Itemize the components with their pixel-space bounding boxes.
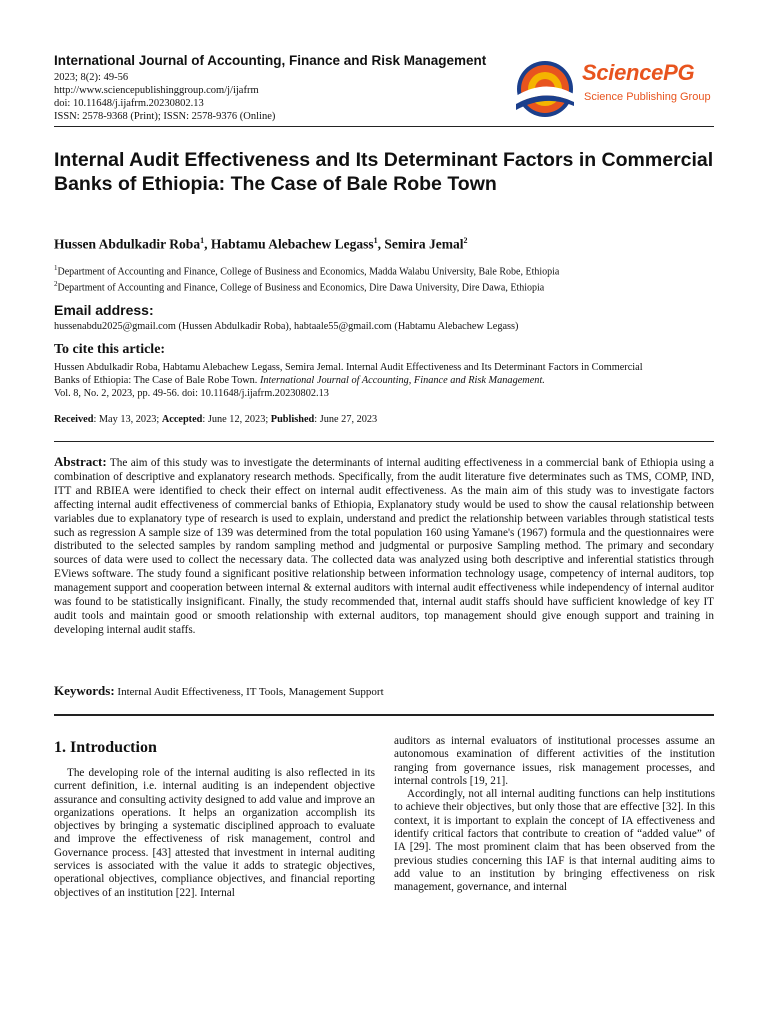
paragraph: auditors as internal evaluators of institutional processes assume an autonomous examination of different activities of the institution ranging from governance issues, risk management processes, and internal controls [19, 21].	[394, 735, 715, 787]
journal-url[interactable]: http://www.sciencepublishinggroup.com/j/ijafrm	[54, 85, 259, 96]
author-affiliation-mark: 2	[463, 236, 468, 245]
paragraph: Accordingly, not all internal auditing functions can help institutions to achieve their objectives, but only those that are effective [32]. In this context, it is important to explain the concept of IA effectiveness and identify critical factors that contribute to creation of “added value” of IA [29]. The most prominent claim that has been observed from the previous studies concerning this IAF is that internal auditing aims to add value to an institution by bringing effectiveness on risk management, governance, and internal	[394, 788, 715, 894]
email-heading: Email address:	[54, 302, 154, 318]
author-name: Habtamu Alebachew Legass	[210, 236, 374, 252]
left-column	[54, 767, 375, 900]
header-divider	[54, 126, 714, 127]
abstract-label: Abstract:	[54, 454, 107, 469]
keywords	[54, 683, 384, 699]
sciencepg-logo-mark-icon	[514, 58, 576, 120]
author-separator: ,	[377, 236, 385, 252]
sciencepg-logo[interactable]	[514, 58, 714, 120]
accepted-label: Accepted	[161, 414, 203, 425]
logo-subtitle: Science Publishing Group	[584, 91, 711, 103]
citation-journal: International Journal of Accounting, Finance and Risk Management.	[259, 375, 545, 387]
abstract-text: The aim of this study was to investigate the determinants of internal auditing effectiveness in a commercial bank of Ethiopia using a combination of descriptive and explanatory research methods. Specifically, from the audit literature five determinates such as TMS, COMP, IND, ITT and RBIEA were identified to check their effect on internal audit effectiveness. As the main aim of this study was to investigate factors affecting internal audit effectiveness of commercial banks of Ethiopia, Explanatory study would be used to show the causal relationship between variables due to explanatory type of research is used to explain, understand and predict the relationship between variables through statistical tests such as regression A sample size of 139 was determined from the total population 160 using Yamane's (1967) formula and the questionnaires were distributed to the selected samples by random sampling method and judgmental or purposive Sampling method. The primary and secondary sources of data were used to collect the necessary data. The collected data was analyzed using both descriptive and inferential statistics through EViews software. The study found a significant positive relationship between information technology usage, competency of internal auditors, top management support and cooperation between internal & external auditors with internal audit effectiveness while independency of internal auditor was found to be statistically insignificant. Finally, the study recommended that, internal audit staffs should have sufficient knowledge of key IT audit tools and maintain good or smooth relationship with external auditors, top management should give enough support and training in developing internal audit staffs.	[54, 457, 714, 636]
author-separator: ,	[204, 236, 211, 252]
accepted-date: : June 12, 2023;	[202, 414, 271, 425]
citation-text	[54, 361, 714, 401]
section-heading: 1. Introduction	[54, 739, 157, 756]
published-label: Published	[270, 414, 315, 425]
citation-line	[54, 374, 714, 387]
paragraph: The developing role of the internal auditing is also reflected in its current definition, i.e. internal auditing is an independent objective assurance and consulting activity designed to add value and improve an organizations operations. It helps an organization accomplish its objectives by bringing a systematic disciplined approach to evaluate and improve the effectiveness of risk management, control and Governance process. [43] attested that investment in internal auditing services is associated with the value it adds to strategic objectives, operational objectives, compliance objectives, and financial reporting objectives of an institution [22]. Internal	[54, 767, 375, 899]
author-name: Hussen Abdulkadir Roba	[54, 236, 201, 252]
author-affiliation-mark: 1	[373, 236, 378, 245]
article-title: Internal Audit Effectiveness and Its Determinant Factors in Commercial Banks of Ethiopia: The Case of Bale Robe Town	[54, 149, 714, 195]
cite-heading: To cite this article:	[54, 342, 166, 357]
body-divider	[54, 714, 714, 716]
published-date: : June 27, 2023	[314, 414, 378, 425]
affiliation-text: Department of Accounting and Finance, College of Business and Economics, Dire Dawa University, Dire Dawa, Ethiopia	[57, 282, 545, 294]
citation-line: Hussen Abdulkadir Roba, Habtamu Alebachew Legass, Semira Jemal. Internal Audit Effectiveness and Its Determinant Factors in Commercial	[54, 362, 643, 373]
abstract	[54, 455, 714, 638]
abstract-top-divider	[54, 441, 714, 442]
author-affiliation-mark: 1	[200, 236, 205, 245]
received-label: Received	[54, 414, 94, 425]
received-date: : May 13, 2023;	[93, 414, 162, 425]
citation-title-part: Banks of Ethiopia: The Case of Bale Robe Town.	[54, 375, 260, 387]
right-column	[394, 735, 715, 895]
journal-issue: 2023; 8(2): 49-56	[54, 72, 129, 83]
affiliation-text: Department of Accounting and Finance, College of Business and Economics, Madda Walabu University, Bale Robe, Ethiopia	[57, 266, 560, 278]
affiliation-2	[54, 280, 544, 293]
keywords-label: Keywords:	[54, 683, 115, 698]
email-addresses[interactable]: hussenabdu2025@gmail.com (Hussen Abdulkadir Roba), habtaale55@gmail.com (Habtamu Alebachew Legass)	[54, 321, 519, 332]
affiliation-mark: 1	[54, 264, 58, 272]
journal-name: International Journal of Accounting, Finance and Risk Management	[54, 53, 487, 68]
author-name: Semira Jemal	[384, 236, 464, 252]
journal-issn: ISSN: 2578-9368 (Print); ISSN: 2578-9376 (Online)	[54, 111, 276, 122]
article-doi: doi: 10.11648/j.ijafrm.20230802.13	[54, 98, 204, 109]
citation-line: Vol. 8, No. 2, 2023, pp. 49-56. doi: 10.11648/j.ijafrm.20230802.13	[54, 388, 329, 400]
logo-brand-text: SciencePG	[582, 60, 695, 85]
keywords-text: Internal Audit Effectiveness, IT Tools, Management Support	[117, 686, 384, 698]
affiliation-1	[54, 264, 559, 277]
affiliation-mark: 2	[54, 280, 58, 288]
article-dates	[54, 413, 714, 426]
author-list	[54, 236, 467, 253]
